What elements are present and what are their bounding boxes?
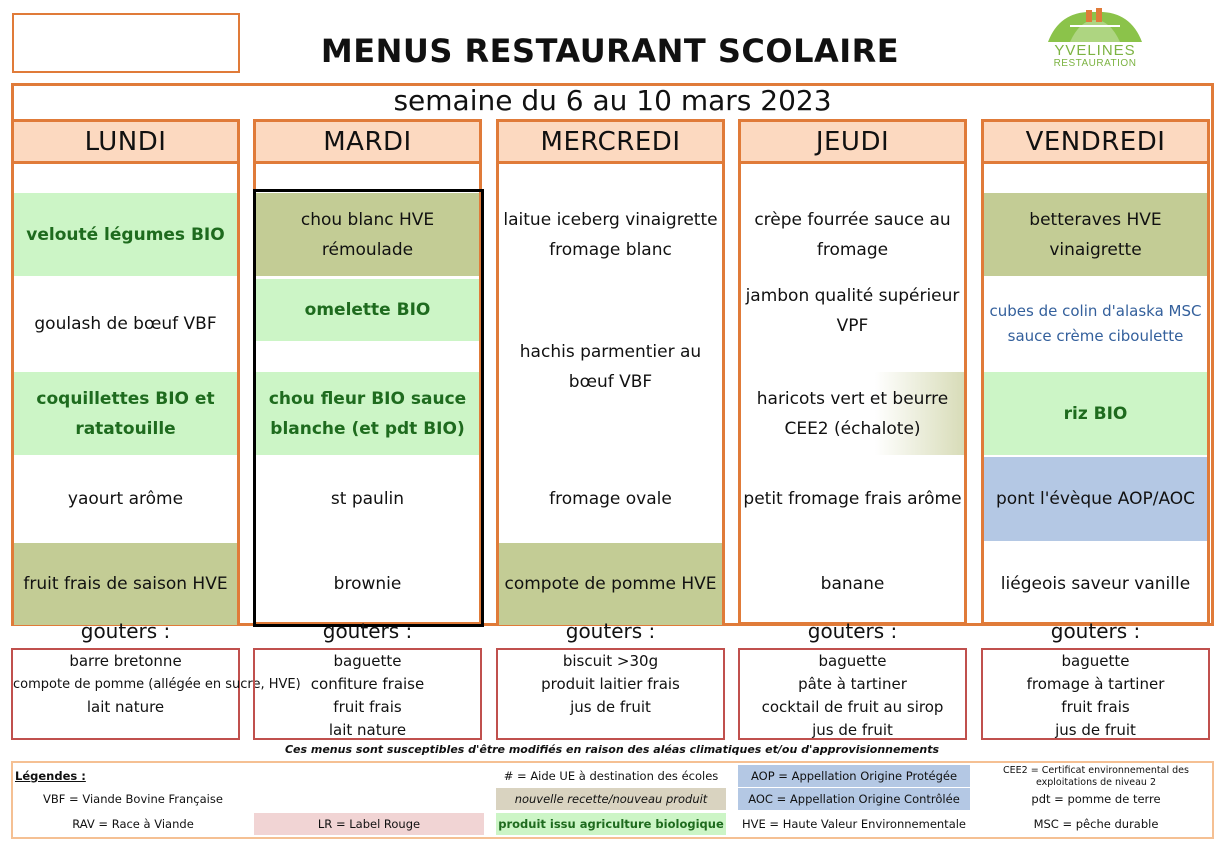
selection-highlight bbox=[253, 189, 484, 627]
snack-item: produit laitier frais bbox=[541, 675, 680, 693]
menu-cell: fruit frais de saison HVE bbox=[14, 543, 237, 625]
menu-cell: compote de pomme HVE bbox=[499, 543, 722, 625]
menu-cell: haricots vert et beurre CEE2 (échalote) bbox=[741, 372, 964, 455]
menu-cell: chou fleur BIO sauce blanche (et pdt BIO) bbox=[256, 372, 479, 455]
menu-cell: pont l'évèque AOP/AOC bbox=[984, 457, 1207, 541]
legend-bio: produit issu agriculture biologique bbox=[496, 813, 726, 835]
snack-item: pâte à tartiner bbox=[798, 675, 907, 693]
menu-cell: velouté légumes BIO bbox=[14, 193, 237, 276]
snack-item: jus de fruit bbox=[570, 698, 651, 716]
empty-header-box bbox=[12, 13, 240, 73]
legend-vbf: VBF = Viande Bovine Française bbox=[43, 792, 223, 806]
menu-cell: petit fromage frais arôme bbox=[743, 489, 962, 509]
day-header: VENDREDI bbox=[984, 122, 1207, 164]
snack-item: fromage à tartiner bbox=[1026, 675, 1165, 693]
gouters-label: gouters : bbox=[807, 619, 898, 643]
menu-cell: riz BIO bbox=[984, 372, 1207, 455]
menu-cell: banane bbox=[820, 574, 885, 594]
snack-item: baguette bbox=[1061, 652, 1130, 670]
legend-rav: RAV = Race à Viande bbox=[72, 817, 194, 831]
day-header: MERCREDI bbox=[499, 122, 722, 164]
menu-cell: laitue iceberg vinaigrette fromage blanc bbox=[503, 209, 718, 260]
chef-hat-icon bbox=[1030, 6, 1160, 46]
snack-box-mercredi bbox=[496, 648, 725, 740]
menu-cell: omelette BIO bbox=[256, 279, 479, 341]
gouters-label: gouters : bbox=[565, 619, 656, 643]
legend-nouveau: nouvelle recette/nouveau produit bbox=[496, 788, 726, 810]
snack-item: jus de fruit bbox=[812, 721, 893, 739]
snack-item: cocktail de fruit au sirop bbox=[761, 698, 944, 716]
menu-cell: yaourt arôme bbox=[67, 489, 184, 509]
legend-aop: AOP = Appellation Origine Protégée bbox=[738, 765, 970, 787]
menu-cell: hachis parmentier au bœuf VBF bbox=[519, 342, 702, 392]
legend-pdt: pdt = pomme de terre bbox=[1031, 792, 1161, 806]
snack-item: fruit frais bbox=[1061, 698, 1130, 716]
menu-cell: fromage ovale bbox=[549, 489, 672, 509]
snack-item: barre bretonne bbox=[69, 652, 182, 670]
week-title: semaine du 6 au 10 mars 2023 bbox=[393, 84, 832, 117]
menu-cell: goulash de bœuf VBF bbox=[34, 314, 217, 334]
menu-cell: coquillettes BIO et ratatouille bbox=[14, 372, 237, 455]
gouters-label: gouters : bbox=[322, 619, 413, 643]
snack-box-jeudi bbox=[738, 648, 967, 740]
snack-item: lait nature bbox=[328, 721, 407, 739]
day-column-mercredi bbox=[496, 119, 725, 625]
menu-cell: brownie bbox=[333, 574, 402, 594]
snack-item: confiture fraise bbox=[310, 675, 425, 693]
logo-line2: RESTAURATION bbox=[1053, 58, 1137, 69]
day-header: LUNDI bbox=[14, 122, 237, 164]
snack-item: jus de fruit bbox=[1055, 721, 1136, 739]
menu-cell: st paulin bbox=[330, 489, 405, 509]
snack-item: baguette bbox=[818, 652, 887, 670]
day-header: MARDI bbox=[256, 122, 479, 164]
snack-item: fruit frais bbox=[333, 698, 402, 716]
menu-cell: cubes de colin d'alaska MSC sauce crème ciboulette bbox=[989, 302, 1202, 345]
disclaimer: Ces menus sont susceptibles d'être modifiés en raison des aléas climatiques et/ou d'approvisionnements bbox=[284, 743, 940, 756]
legend-msc: MSC = pêche durable bbox=[1033, 817, 1159, 831]
snack-item: baguette bbox=[333, 652, 402, 670]
page-title: MENUS RESTAURANT SCOLAIRE bbox=[320, 32, 900, 70]
snack-box-vendredi bbox=[981, 648, 1210, 740]
menu-cell: betteraves HVE vinaigrette bbox=[984, 193, 1207, 276]
day-column-jeudi bbox=[738, 119, 967, 625]
legend-aoc: AOC = Appellation Origine Contrôlée bbox=[738, 788, 970, 810]
legend-lr: LR = Label Rouge bbox=[254, 813, 484, 835]
menu-cell: liégeois saveur vanille bbox=[1000, 574, 1191, 594]
snack-box-mardi bbox=[253, 648, 482, 740]
logo-line1: YVELINES bbox=[1054, 42, 1136, 59]
legend-box bbox=[11, 761, 1214, 839]
menu-cell: jambon qualité supérieur VPF bbox=[745, 286, 960, 336]
day-column-lundi bbox=[11, 119, 240, 625]
yvelines-restauration-logo bbox=[1030, 6, 1160, 74]
menu-cell: chou blanc HVE rémoulade bbox=[256, 193, 479, 276]
gouters-label: gouters : bbox=[1050, 619, 1141, 643]
day-header: JEUDI bbox=[741, 122, 964, 164]
legend-aide-ue: # = Aide UE à destination des écoles bbox=[503, 769, 719, 783]
legend-title: Légendes : bbox=[15, 769, 86, 783]
snack-item: lait nature bbox=[86, 698, 165, 716]
menu-cell: crèpe fourrée sauce au fromage bbox=[754, 209, 951, 260]
day-column-vendredi bbox=[981, 119, 1210, 625]
snack-box-lundi bbox=[11, 648, 301, 740]
legend-cee2: CEE2 = Certificat environnemental des exploitations de niveau 2 bbox=[1003, 765, 1189, 788]
legend-hve: HVE = Haute Valeur Environnementale bbox=[741, 817, 967, 831]
snack-item: compote de pomme (allégée en sucre, HVE) bbox=[13, 677, 301, 692]
snack-item: biscuit >30g bbox=[562, 652, 659, 670]
gouters-label: gouters : bbox=[80, 619, 171, 643]
